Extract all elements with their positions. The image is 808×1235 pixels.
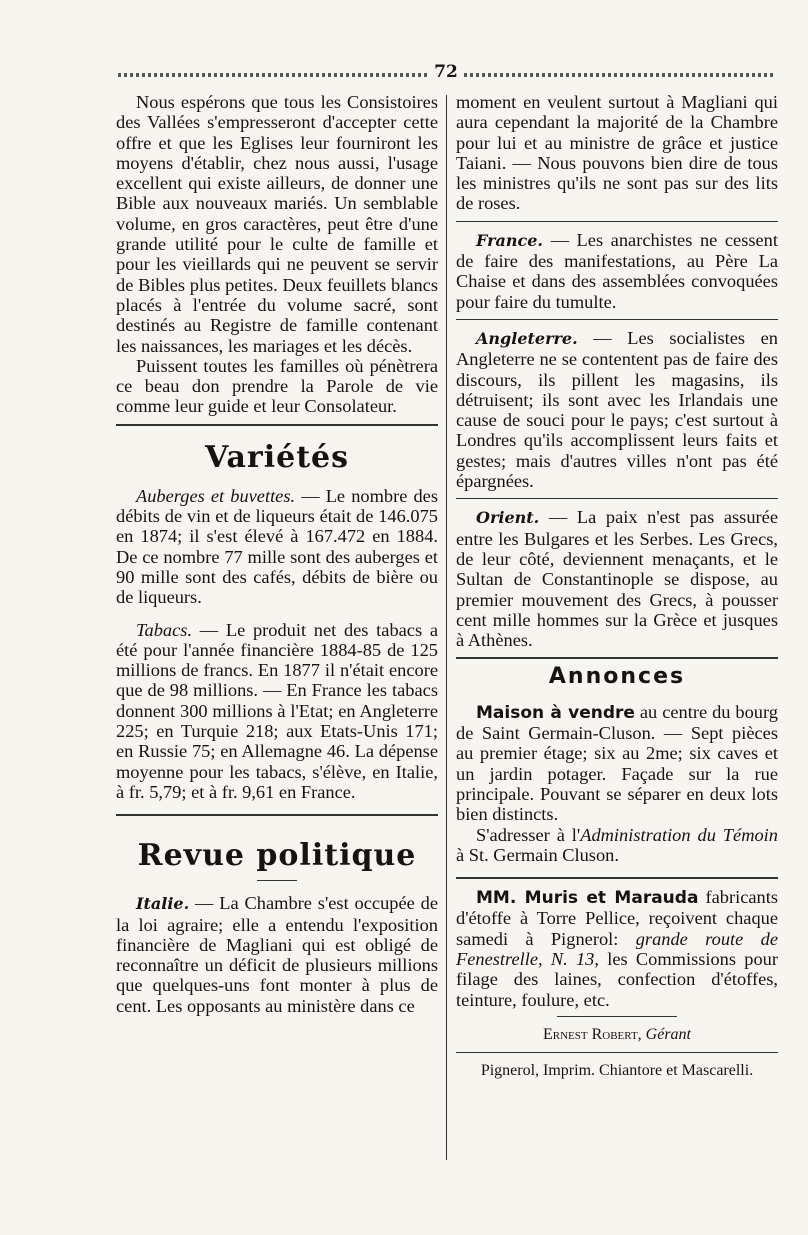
news-rule [456, 221, 778, 222]
adresser-text-a: S'adresser à l' [476, 824, 581, 845]
orient-lead: Orient. [476, 508, 540, 528]
gerant-line [456, 1025, 778, 1045]
auberges-text: — Le nombre des débits de vin et de liqueurs était de 146.075 en 1874; il s'est élevé à 167.472 en 1884. De ce nombre 77 mille sont des auberges et 90 mille sont des cafés, débits de bière ou de liqueurs. [116, 485, 438, 608]
orient-paragraph [456, 507, 778, 650]
spacer [116, 608, 438, 620]
bible-paragraph: Nous espérons que tous les Consistoires des Vallées s'empresseront d'accepter cette offre et que les Eglises leur fourniront les moyens d'établir, chez nous aussi, l'usage excellent qui existe ailleurs, de donner une Bible aux nouveaux mariés. Un semblable volume, en gros caractères, peut être d'une grande utilité pour le culte de famille et pour les vieillards qui ne peuvent se servir de Bibles plus petites. Deux feuillets blancs placés à l'entrée du volume sacré, sont destinés au Registre de famille contenant les naissances, les mariages et les décès. [116, 92, 438, 356]
france-paragraph [456, 230, 778, 312]
auberges-paragraph [116, 486, 438, 608]
adresser-text-c: à St. Germain Cluson. [456, 844, 619, 865]
revue-politique-heading: Revue politique [137, 838, 417, 874]
section-rule [456, 657, 778, 659]
imprint-rule [456, 1052, 778, 1053]
gerant-title: Gérant [645, 1025, 691, 1043]
adresser-line [456, 825, 778, 866]
signature-rule [557, 1016, 677, 1017]
left-column [116, 92, 438, 1175]
maison-text: au centre du bourg de Saint Germain-Cluson. — Sept pièces au premier étage; six au 2me; six caves et un jardin potager. Façade sur la rue principale. Pouvant se séparer en deux lots bien distincts. [456, 701, 778, 825]
muris-ad [456, 887, 778, 1010]
auberges-lead: Auberges et buvettes. [136, 485, 296, 506]
orient-text: — La paix n'est pas assurée entre les Bulgares et les Serbes. Les Grecs, de leur côté, deviennent menaçants, et le Sultan de Constantinople se dispose, au premier mouvement des Grecs, à pousser cent mille hommes sur la Grèce et jusques à Athènes. [456, 507, 778, 651]
italie-paragraph [116, 893, 438, 1016]
muris-text-a: fabricants d'étoffe à Torre Pellice, reçoivent chaque samedi à Pignerol: [456, 887, 778, 949]
france-text: — Les anarchistes ne cessent de faire des manifestations, au Père La Chaise et dans des assemblées convoquées pour faire du tumulte. [456, 229, 778, 312]
page-header [118, 62, 774, 84]
tabacs-paragraph [116, 620, 438, 803]
angleterre-text: — Les socialistes en Angleterre ne se contentent pas de faire des discours, ils pillent les magasins, ils détruisent; ils sont avec les Irlandais une cause de souci pour le pays; c'est surtout à Londres qu'ils accomplissent leurs faits et gestes; mais d'autres villes n'ont pas été épargnées. [456, 327, 778, 492]
adresser-text-b: Administration du Témoin [580, 824, 778, 845]
italie-lead: Italie. [136, 894, 190, 914]
muris-text-b: grande route de Fenestrelle, N. 13 [456, 928, 778, 969]
maison-ad [456, 702, 778, 825]
news-rule [456, 498, 778, 499]
section-rule [116, 814, 438, 816]
page-number: 72 [434, 62, 458, 82]
france-lead: France. [476, 230, 543, 250]
muris-text-c: , les Commissions pour filage des laines, confection d'étoffes, teinture, foulure, etc. [456, 948, 778, 1010]
closing-paragraph: Puissent toutes les familles où pénètrera ce beau don prendre la Parole de vie comme leur guide et leur Consolateur. [116, 355, 438, 417]
angleterre-paragraph [456, 328, 778, 491]
tabacs-text: — Le produit net des tabacs a été pour l'année financière 1884-85 de 125 millions de francs. En 1877 il n'était encore que de 98 millions. — En France les tabacs donnent 300 millions à l'Etat; en Angleterre 225; en Turquie 218; aux Etats-Unis 171; en Russie 75; en Allemagne 46. La dépense moyenne pour les tabacs, s'élève, en Italie, à fr. 5,79; et à fr. 9,61 en France. [116, 619, 438, 802]
gerant-name: Ernest Robert, [542, 1025, 642, 1043]
column-divider [446, 95, 447, 1160]
header-rule-left [118, 73, 428, 77]
italie-continuation: moment en veulent surtout à Magliani qui aura cependant la majorité de la Chambre pour lui et au ministre de grâce et justice Taiani. — Nous pouvons bien dire de tous les ministres qu'ils ne sont pas sur des lits de roses. [456, 92, 778, 214]
muris-lead: MM. Muris et Marauda [476, 888, 699, 909]
heading-underline [257, 880, 297, 881]
header-rule-right [464, 73, 774, 77]
tabacs-lead: Tabacs. [136, 619, 193, 640]
section-rule [116, 424, 438, 426]
maison-lead: Maison à vendre [476, 702, 635, 723]
news-rule [456, 319, 778, 320]
angleterre-lead: Angleterre. [476, 328, 578, 348]
section-rule [456, 877, 778, 879]
imprint-line: Pignerol, Imprim. Chiantore et Mascarelli. [480, 1062, 754, 1080]
varietes-heading: Variétés [204, 439, 350, 475]
right-column [456, 92, 778, 1175]
annonces-heading: Annonces [548, 664, 686, 690]
italie-text: — La Chambre s'est occupée de la loi agraire; elle a entendu l'exposition financière de Magliani qui est obligé de reconnaître un déficit de plusieurs millions que quelques-uns font monter à plus de cent. Les opposants au ministère dans ce [116, 893, 438, 1016]
